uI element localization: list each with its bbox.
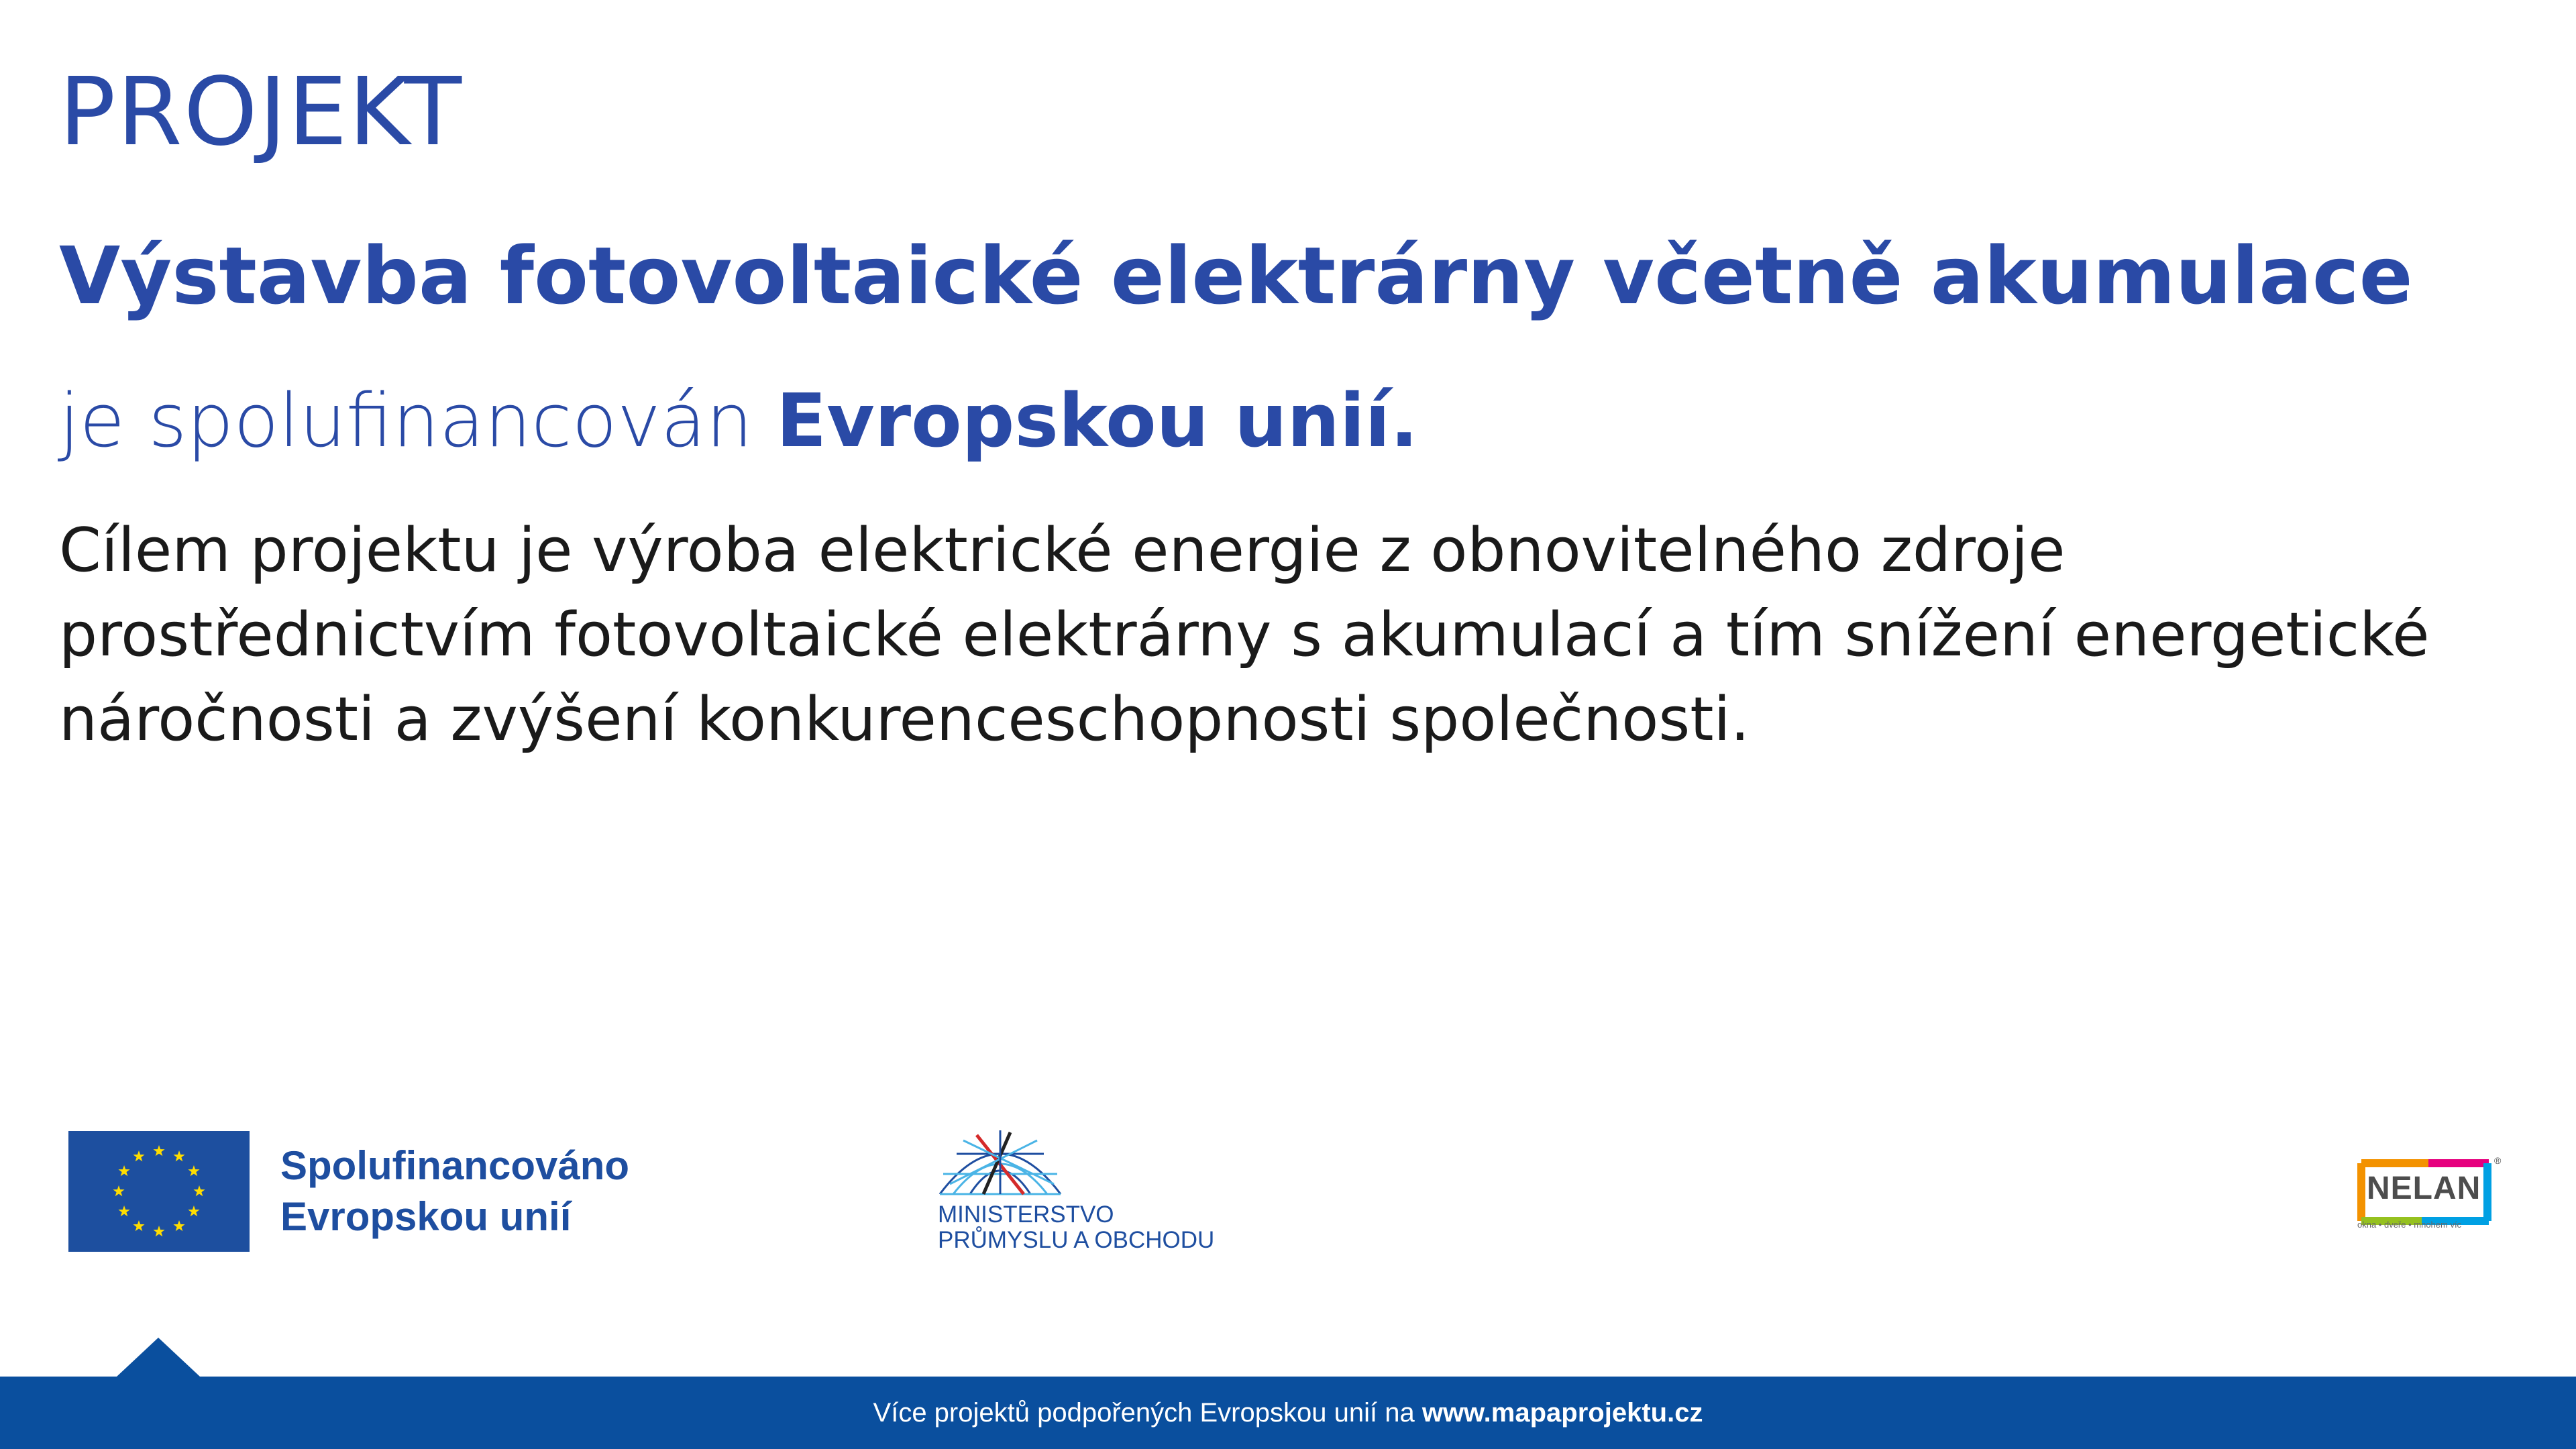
footer-link[interactable]: www.mapaprojektu.cz: [1421, 1397, 1703, 1428]
nelan-registered-mark: ®: [2494, 1155, 2502, 1166]
cofinance-statement: [59, 378, 1419, 464]
footer-bar: [0, 1377, 2576, 1449]
ministry-logo-text: [938, 1202, 1214, 1253]
ministry-logo-line1: MINISTERSTVO: [938, 1201, 1114, 1228]
cofinance-prefix: je spolufinancován: [59, 378, 753, 464]
eu-logo-line1: Spolufinancováno: [280, 1143, 630, 1188]
footer-prefix: Více projektů podpořených Evropskou unií na: [873, 1397, 1415, 1428]
eu-flag-icon: [68, 1131, 250, 1252]
nelan-tagline: okna • dveře • mnohem víc: [2357, 1220, 2462, 1230]
eu-logo-text: [280, 1140, 629, 1242]
page-heading: PROJEKT: [59, 58, 464, 167]
eu-logo-line2: Evropskou unií: [280, 1194, 572, 1239]
nelan-wordmark: NELAN: [2367, 1171, 2481, 1206]
ministry-logo-line2: PRŮMYSLU A OBCHODU: [938, 1227, 1215, 1253]
footer-notch: [117, 1338, 200, 1377]
cofinance-emphasis: Evropskou unií.: [776, 378, 1419, 464]
project-description: Cílem projektu je výroba elektrické energie z obnovitelného zdroje prostřednictvím fotovoltaické elektrárny s akumulací a tím snížení energetické náročnosti a zvýšení konkurenceschopnosti společnosti.: [59, 515, 2430, 755]
project-title: Výstavba fotovoltaické elektrárny včetně akumulace: [59, 229, 2413, 322]
nelan-logo: [2357, 1155, 2505, 1236]
eu-cofinance-logo: [68, 1131, 629, 1252]
footer-text: [873, 1398, 1703, 1428]
ministry-logo: [936, 1127, 1215, 1261]
ministry-globe-icon: [936, 1127, 1064, 1201]
